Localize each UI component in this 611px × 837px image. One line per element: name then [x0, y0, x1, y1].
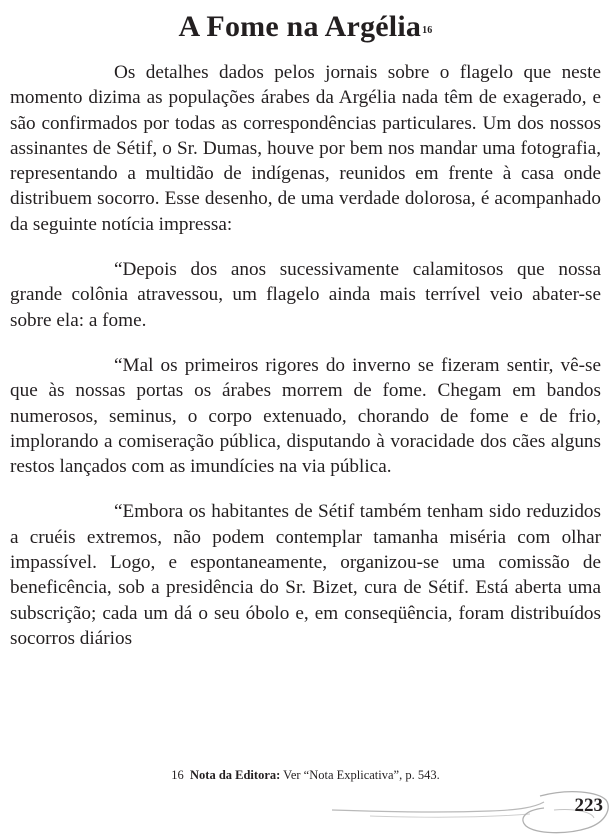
footnote-label: Nota da Editora:: [190, 768, 281, 782]
footnote-text: Ver “Nota Explicativa”, p. 543.: [280, 768, 440, 782]
title-footnote-ref: 16: [422, 25, 433, 36]
title-text: A Fome na Argélia: [178, 10, 422, 43]
paragraph-3: “Mal os primeiros rigores do inverno se fizeram sentir, vê-se que às nossas portas os árabes morrem de fome. Chegam em bandos numerosos, seminus, o corpo extenuado, chorando de fome e de frio, implorando a comiseração pública, disputando à voracidade dos cães alguns restos lançados com as imundícies na via pública.: [10, 354, 601, 478]
page-number: 223: [574, 795, 603, 816]
paragraph-1: Os detalhes dados pelos jornais sobre o flagelo que neste momento dizima as populações árabes da Argélia nada têm de exagerado, e são confirmados por todas as correspondências particulares. Um dos nossos assinantes de Sétif, o Sr. Dumas, houve por bem nos mandar uma fotografia, representando a multidão de indígenas, reunidos em frente à casa onde distribuem socorro. Esse desenho, de uma verdade dolorosa, é acompanhado da seguinte notícia impressa:: [10, 62, 601, 235]
body-text: [10, 60, 601, 651]
paragraph-2: “Depois dos anos sucessivamente calamitosos que nossa grande colônia atravessou, um flagelo ainda mais terrível veio abater-se sobre ela: a fome.: [10, 259, 601, 331]
footnote-number: 16: [171, 768, 184, 782]
chapter-title: [0, 8, 611, 46]
page-ornament: [330, 780, 611, 837]
paragraph-4: “Embora os habitantes de Sétif também tenham sido reduzidos a cruéis extremos, não podem contemplar tamanha miséria com olhar impassível. Logo, e espontaneamente, organizou-se uma comissão de beneficência, sob a presidência do Sr. Bizet, cura de Sétif. Está aberta uma subscrição; cada um dá o seu óbolo e, em conseqüência, foram distribuídos socorros diários: [10, 501, 601, 649]
